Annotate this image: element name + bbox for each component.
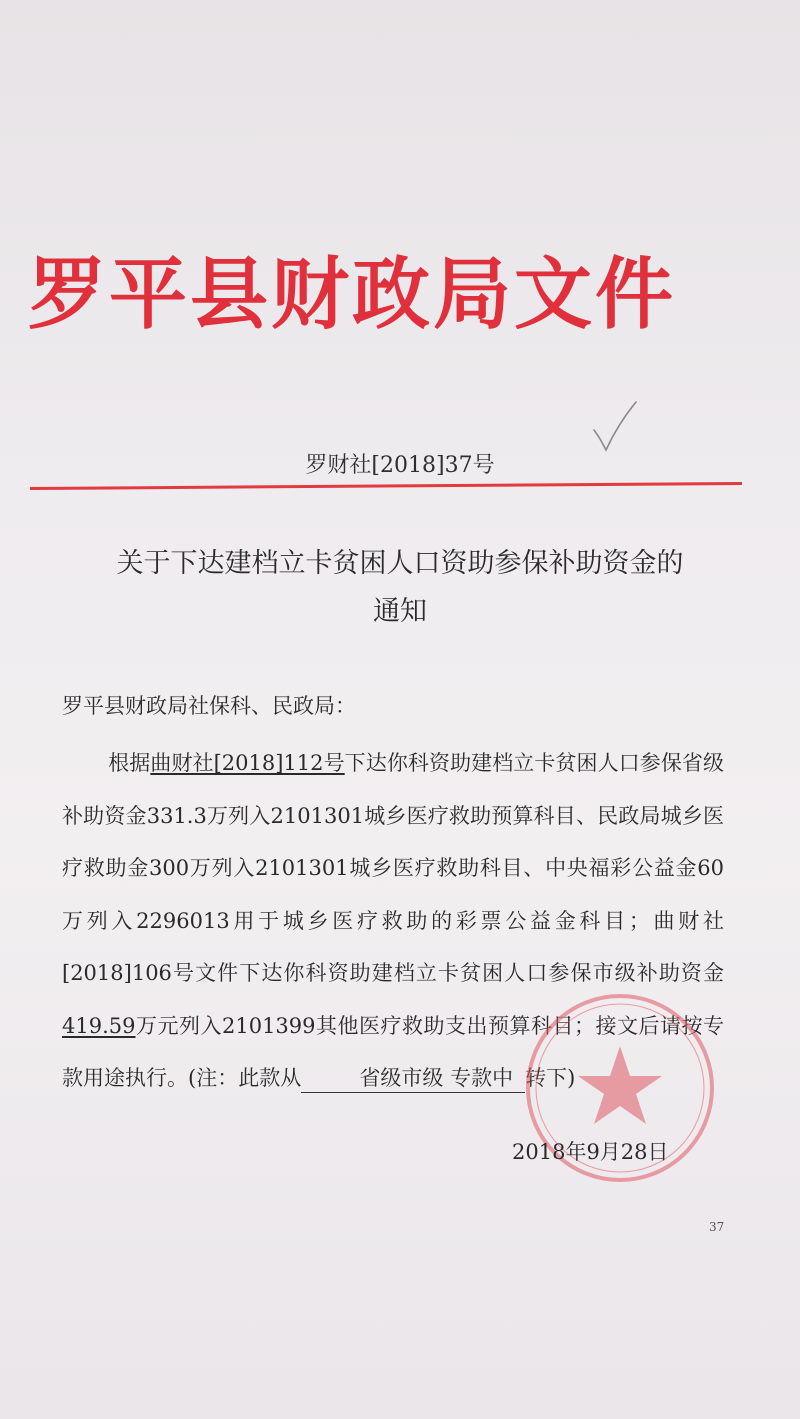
document-title-line-1: 关于下达建档立卡贫困人口资助参保补助资金的 xyxy=(116,548,684,579)
red-divider-line xyxy=(30,482,742,490)
body-segment-4: 万列入2101301城乡医疗救助科目、中央福彩公益金60万列入2296013用于城乡医疗救助的彩票公益金科目；曲财社[2018]106号文件下达你科资助建档立卡贫困人口参保市级补助资金 xyxy=(62,856,725,985)
body-segment-5: 万元列入2101399其他医疗救助支出预算科目；接文后请按专款用途执行。(注：此款从 xyxy=(62,1013,724,1090)
amount-civil-affairs: 300 xyxy=(149,856,190,880)
body-segment-3: 万列入2101301城乡医疗救助预算科目、民政局城乡医疗救助金 xyxy=(62,803,725,880)
body-segment-2: 下达你科资助建档立卡贫困人口参保省级补助资金 xyxy=(62,751,725,828)
page-number: 37 xyxy=(709,1220,725,1234)
addressee: 罗平县财政局社保科、民政局： xyxy=(62,694,356,718)
reference-document-number: 曲财社[2018]112号 xyxy=(150,751,345,775)
document-title-line-2: 通知 xyxy=(373,596,427,627)
document-title xyxy=(0,540,800,636)
amount-provincial-subsidy: 331.3 xyxy=(146,803,207,828)
funding-source-blank: 省级市级 专款中 xyxy=(301,1064,525,1093)
amount-city-subsidy: 419.59 xyxy=(62,1013,136,1038)
body-segment-6: 转下) xyxy=(525,1066,576,1090)
document-header-title: 罗平县财政局文件 xyxy=(28,249,677,340)
issue-date: 2018年9月28日 xyxy=(512,1140,669,1164)
document-number: 罗财社[2018]37号 xyxy=(305,453,495,478)
body-segment-1: 根据 xyxy=(108,751,151,775)
